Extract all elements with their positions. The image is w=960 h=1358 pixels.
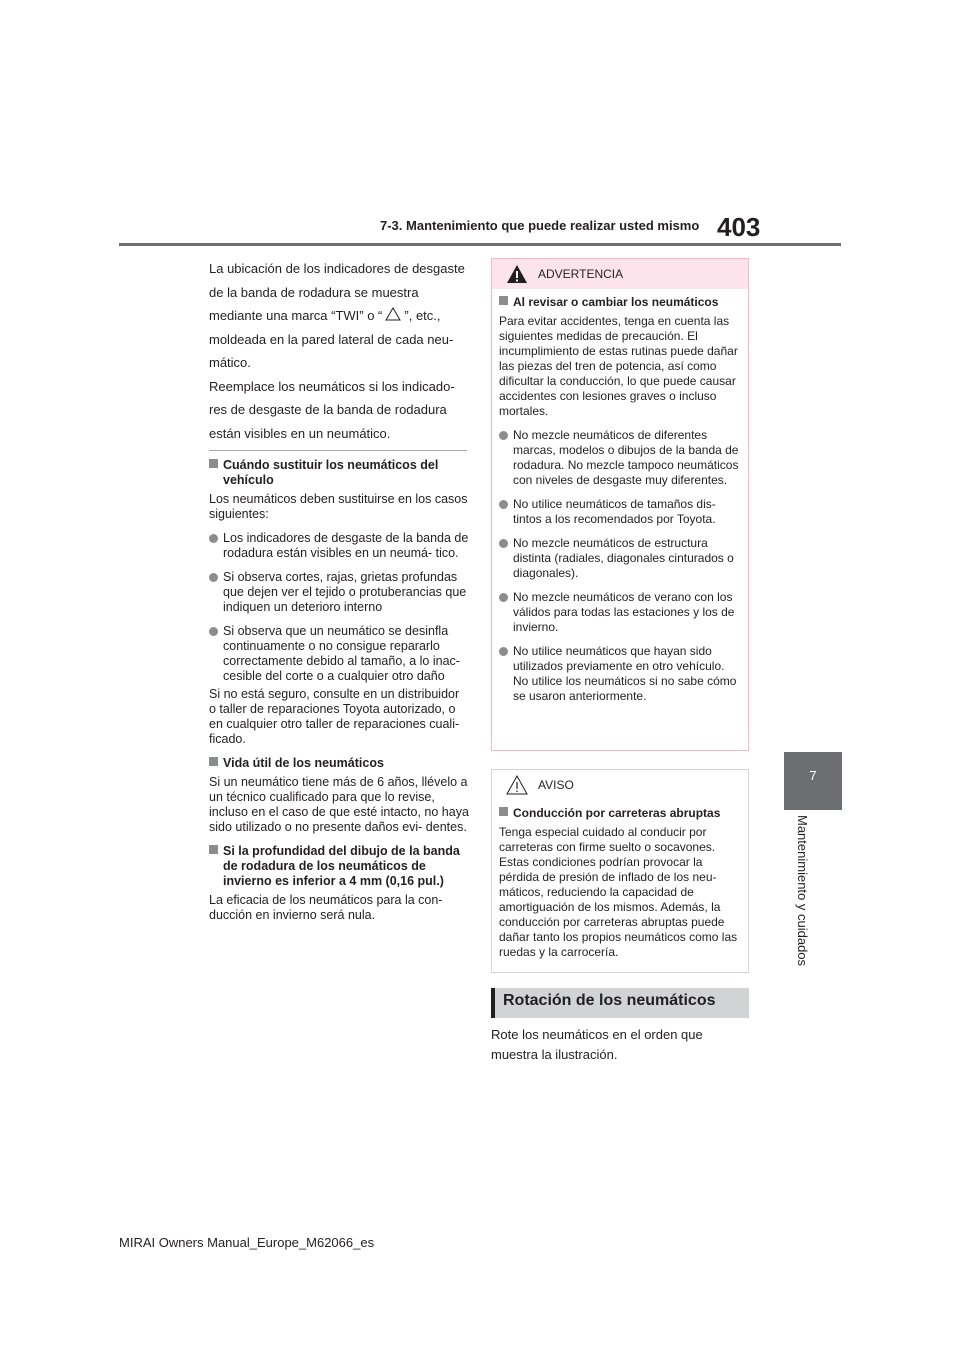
square-bullet-icon (209, 459, 218, 468)
page-number: 403 (717, 212, 761, 242)
bullet-dot-icon (209, 573, 218, 582)
section-bar (491, 988, 495, 1018)
intro-line-part: ”, etc., (404, 308, 441, 323)
header-rule (119, 243, 841, 246)
bullet-dot-icon (499, 431, 508, 440)
list-item: No mezcle neumáticos de estructura distinta (radiales, diagonales cinturados o diagonales). (499, 536, 740, 581)
paragraph: Si un neumático tiene más de 6 años, llévelo a un técnico cualificado para que lo revise, incluso en el caso de que esté intacto, no haya sido utilizado o no presente daños evi- dentes. (209, 775, 469, 834)
intro-text (209, 257, 469, 445)
intro-line-part: mediante una marca “TWI” o “ (209, 308, 383, 323)
paragraph: Los neumáticos deben sustituirse en los casos siguientes: (209, 492, 468, 521)
caution-header (492, 770, 748, 800)
intro-line: están visibles en un neumático. (209, 425, 391, 441)
section-heading: Vida útil de los neumáticos (209, 756, 469, 771)
bullet-dot-icon (209, 627, 218, 636)
bullet-dot-icon (499, 500, 508, 509)
intro-line: de la banda de rodadura se muestra (209, 284, 419, 300)
rotation-text (491, 1025, 751, 1065)
caution-box (491, 769, 749, 973)
square-bullet-icon (209, 757, 218, 766)
intro-line: res de desgaste de la banda de rodadura (209, 402, 447, 417)
bullet-dot-icon (499, 593, 508, 602)
rotation-section-header (491, 988, 749, 1018)
warning-label: ADVERTENCIA (538, 267, 624, 281)
bullet-dot-icon (499, 539, 508, 548)
paragraph: Tenga especial cuidado al conducir por carreteras con firme suelto o socavones. Estas condiciones podrían provocar la pérdida de presión de inflado de los neu- máticos, reduciendo la capacidad de amortiguación de los mismos. Además, la conducción por carreteras abruptas puede dañar tanto los propios neumáticos como las ruedas y la carrocería. (499, 825, 738, 959)
rotation-title: Rotación de los neumáticos (503, 992, 716, 1009)
square-bullet-icon (209, 845, 218, 854)
intro-line: moldeada en la pared lateral de cada neu- (209, 331, 454, 347)
list-item: Si observa que un neumático se desinfla continuamente o no consigue repararlo correctamente debido al tamaño, a lo inac- cesible del corte o a cualquier otro daño (209, 624, 469, 684)
intro-line: mático. (209, 355, 251, 370)
bullet-dot-icon (209, 534, 218, 543)
section-heading: Al revisar o cambiar los neumáticos (499, 295, 740, 310)
section-title: 7-3. Mantenimiento que puede realizar usted mismo (380, 218, 700, 233)
warning-icon (506, 264, 528, 284)
footer-text: MIRAI Owners Manual_Europe_M62066_es (119, 1235, 375, 1250)
section-divider (209, 450, 467, 451)
section-heading: Si la profundidad del dibujo de la banda de rodadura de los neumáticos de invierno es inferior a 4 mm (0,16 pul.) (209, 844, 469, 889)
square-bullet-icon (499, 296, 508, 305)
chapter-label: Mantenimiento y cuidados (795, 815, 810, 967)
caution-icon (506, 775, 528, 795)
section-heading: Cuándo sustituir los neumáticos del vehículo (209, 458, 469, 488)
paragraph: La eficacia de los neumáticos para la con- ducción en invierno será nula. (209, 893, 443, 922)
paragraph: Si no está seguro, consulte en un distribuidor o taller de reparaciones Toyota autorizado, o en cualquier otro taller de reparaciones cuali- ficado. (209, 687, 460, 746)
intro-line (209, 304, 469, 328)
paragraph: Para evitar accidentes, tenga en cuenta las siguientes medidas de precaución. El incumplimiento de estas rutinas puede dañar las piezas del tren de potencia, así como dificultar la conducción, lo que puede causar accidentes con lesiones graves o incluso mortales. (499, 314, 738, 418)
rotation-line: Rote los neumáticos en el orden que (491, 1027, 703, 1042)
warning-body (492, 289, 748, 704)
list-item: Si observa cortes, rajas, grietas profundas que dejen ver el tejido o protuberancias que indiquen un deterioro interno (209, 570, 469, 615)
section-heading: Conducción por carreteras abruptas (499, 806, 740, 821)
chapter-tab: 7 (784, 752, 842, 810)
list-item: No mezcle neumáticos de diferentes marcas, modelos o dibujos de la banda de rodadura. No mezcle tampoco neumáticos con niveles de desgaste muy diferentes. (499, 428, 740, 488)
list-item: No utilice neumáticos que hayan sido utilizados previamente en otro vehículo. No utilice los neumáticos si no sabe cómo se usaron anteriormente. (499, 644, 740, 704)
warning-header (492, 259, 748, 289)
when-replace-section (209, 458, 469, 932)
list-item: No mezcle neumáticos de verano con los válidos para todas las estaciones y los de invierno. (499, 590, 740, 635)
rotation-line: muestra la ilustración. (491, 1047, 618, 1062)
intro-line: La ubicación de los indicadores de desgaste (209, 261, 465, 276)
caution-body (492, 800, 748, 960)
warning-box (491, 258, 749, 751)
caution-label: AVISO (538, 778, 574, 792)
list-item: Los indicadores de desgaste de la banda de rodadura están visibles en un neumá- tico. (209, 531, 469, 561)
list-item: No utilice neumáticos de tamaños dis- tintos a los recomendados por Toyota. (499, 497, 740, 527)
triangle-icon (385, 307, 401, 321)
bullet-dot-icon (499, 647, 508, 656)
intro-line: Reemplace los neumáticos si los indicado- (209, 378, 455, 394)
square-bullet-icon (499, 807, 508, 816)
